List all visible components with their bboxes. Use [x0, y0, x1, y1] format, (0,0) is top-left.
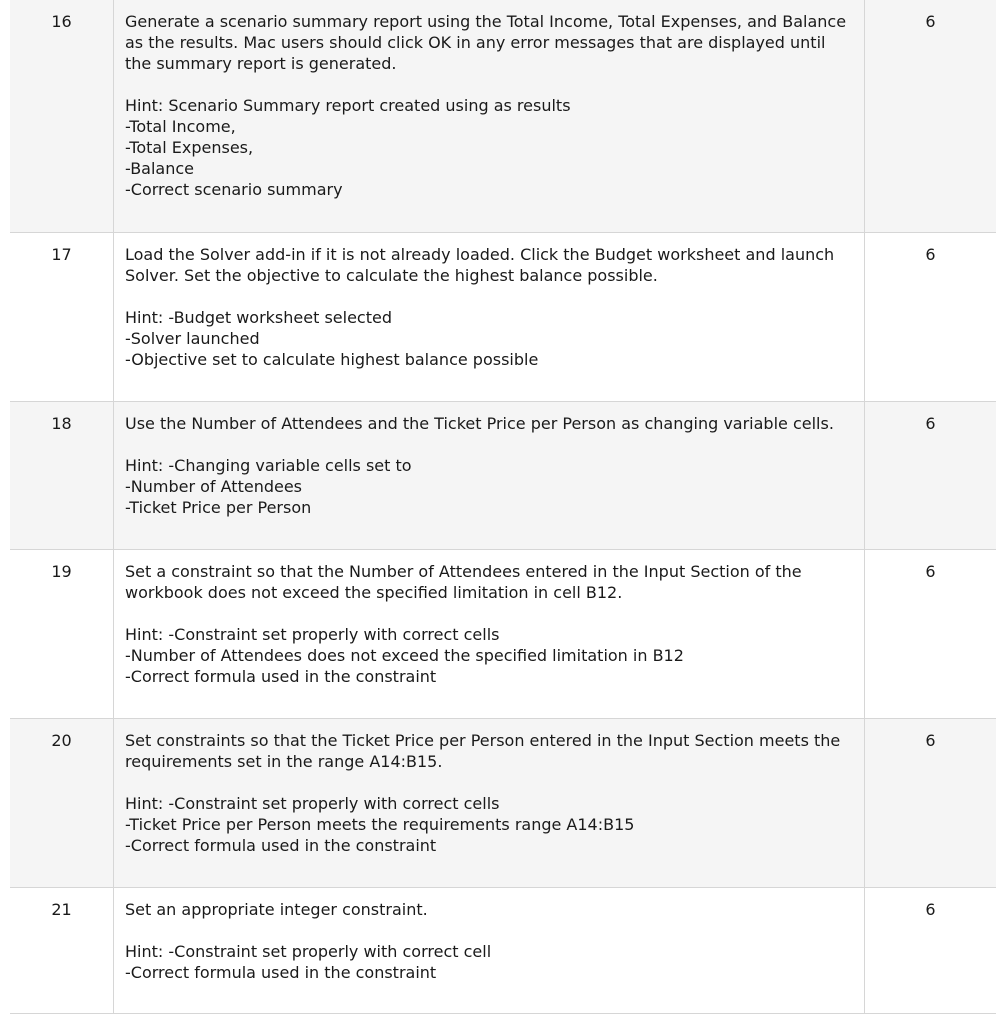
step-number: 18: [51, 413, 72, 433]
table-row: [10, 232, 996, 401]
step-number: 16: [51, 12, 72, 31]
step-hint: Hint: -Changing variable cells set to -Number of Attendees -Ticket Price per Person: [125, 455, 412, 517]
step-number: 21: [51, 899, 72, 919]
grading-steps-table: [10, 0, 996, 1014]
step-description-cell: [114, 232, 865, 401]
step-hint: Hint: Scenario Summary report created using as results -Total Income, -Total Expenses, -Balance -Correct scenario summary: [125, 96, 571, 199]
table-row: [10, 549, 996, 718]
step-points: 6: [925, 561, 936, 581]
step-description-cell: [114, 0, 865, 232]
step-number-cell: [10, 0, 114, 232]
step-number: 19: [51, 561, 72, 581]
step-hint: Hint: -Constraint set properly with correct cell -Correct formula used in the constraint: [125, 941, 492, 982]
step-number-cell: [10, 549, 114, 718]
step-points-cell: [865, 232, 997, 401]
step-number: 20: [51, 730, 72, 750]
step-instruction: Set an appropriate integer constraint.: [125, 899, 428, 919]
step-points-cell: [865, 887, 997, 1013]
step-description-cell: [114, 549, 865, 718]
step-instruction: Use the Number of Attendees and the Ticket Price per Person as changing variable cells.: [125, 413, 834, 433]
step-points-cell: [865, 549, 997, 718]
step-hint: Hint: -Constraint set properly with correct cells -Number of Attendees does not exceed the specified limitation in B12 -Correct formula used in the constraint: [125, 624, 684, 686]
step-number-cell: [10, 232, 114, 401]
step-points-cell: [865, 401, 997, 549]
step-instruction: Load the Solver add-in if it is not already loaded. Click the Budget worksheet and launch Solver. Set the objective to calculate the highest balance possible.: [125, 244, 835, 285]
table-row: [10, 887, 996, 1013]
table-row: [10, 401, 996, 549]
step-number-cell: [10, 887, 114, 1013]
step-points: 6: [925, 12, 936, 31]
step-points-cell: [865, 0, 997, 232]
step-number-cell: [10, 718, 114, 887]
step-instruction: Generate a scenario summary report using the Total Income, Total Expenses, and Balance as the results. Mac users should click OK in any error messages that are displayed until the summary report is generated.: [125, 12, 847, 73]
step-points-cell: [865, 718, 997, 887]
step-points: 6: [925, 899, 936, 919]
step-points: 6: [925, 244, 936, 264]
step-points: 6: [925, 413, 936, 433]
step-number-cell: [10, 401, 114, 549]
step-hint: Hint: -Budget worksheet selected -Solver launched -Objective set to calculate highest balance possible: [125, 307, 539, 369]
step-description-cell: [114, 401, 865, 549]
table-row: [10, 718, 996, 887]
table-row: [10, 0, 996, 232]
step-instruction: Set a constraint so that the Number of Attendees entered in the Input Section of the workbook does not exceed the specified limitation in cell B12.: [125, 561, 802, 602]
step-description-cell: [114, 718, 865, 887]
step-description-cell: [114, 887, 865, 1013]
step-number: 17: [51, 244, 72, 264]
step-hint: Hint: -Constraint set properly with correct cells -Ticket Price per Person meets the requirements range A14:B15 -Correct formula used in the constraint: [125, 793, 635, 855]
step-points: 6: [925, 730, 936, 750]
step-instruction: Set constraints so that the Ticket Price per Person entered in the Input Section meets the requirements set in the range A14:B15.: [125, 730, 841, 771]
